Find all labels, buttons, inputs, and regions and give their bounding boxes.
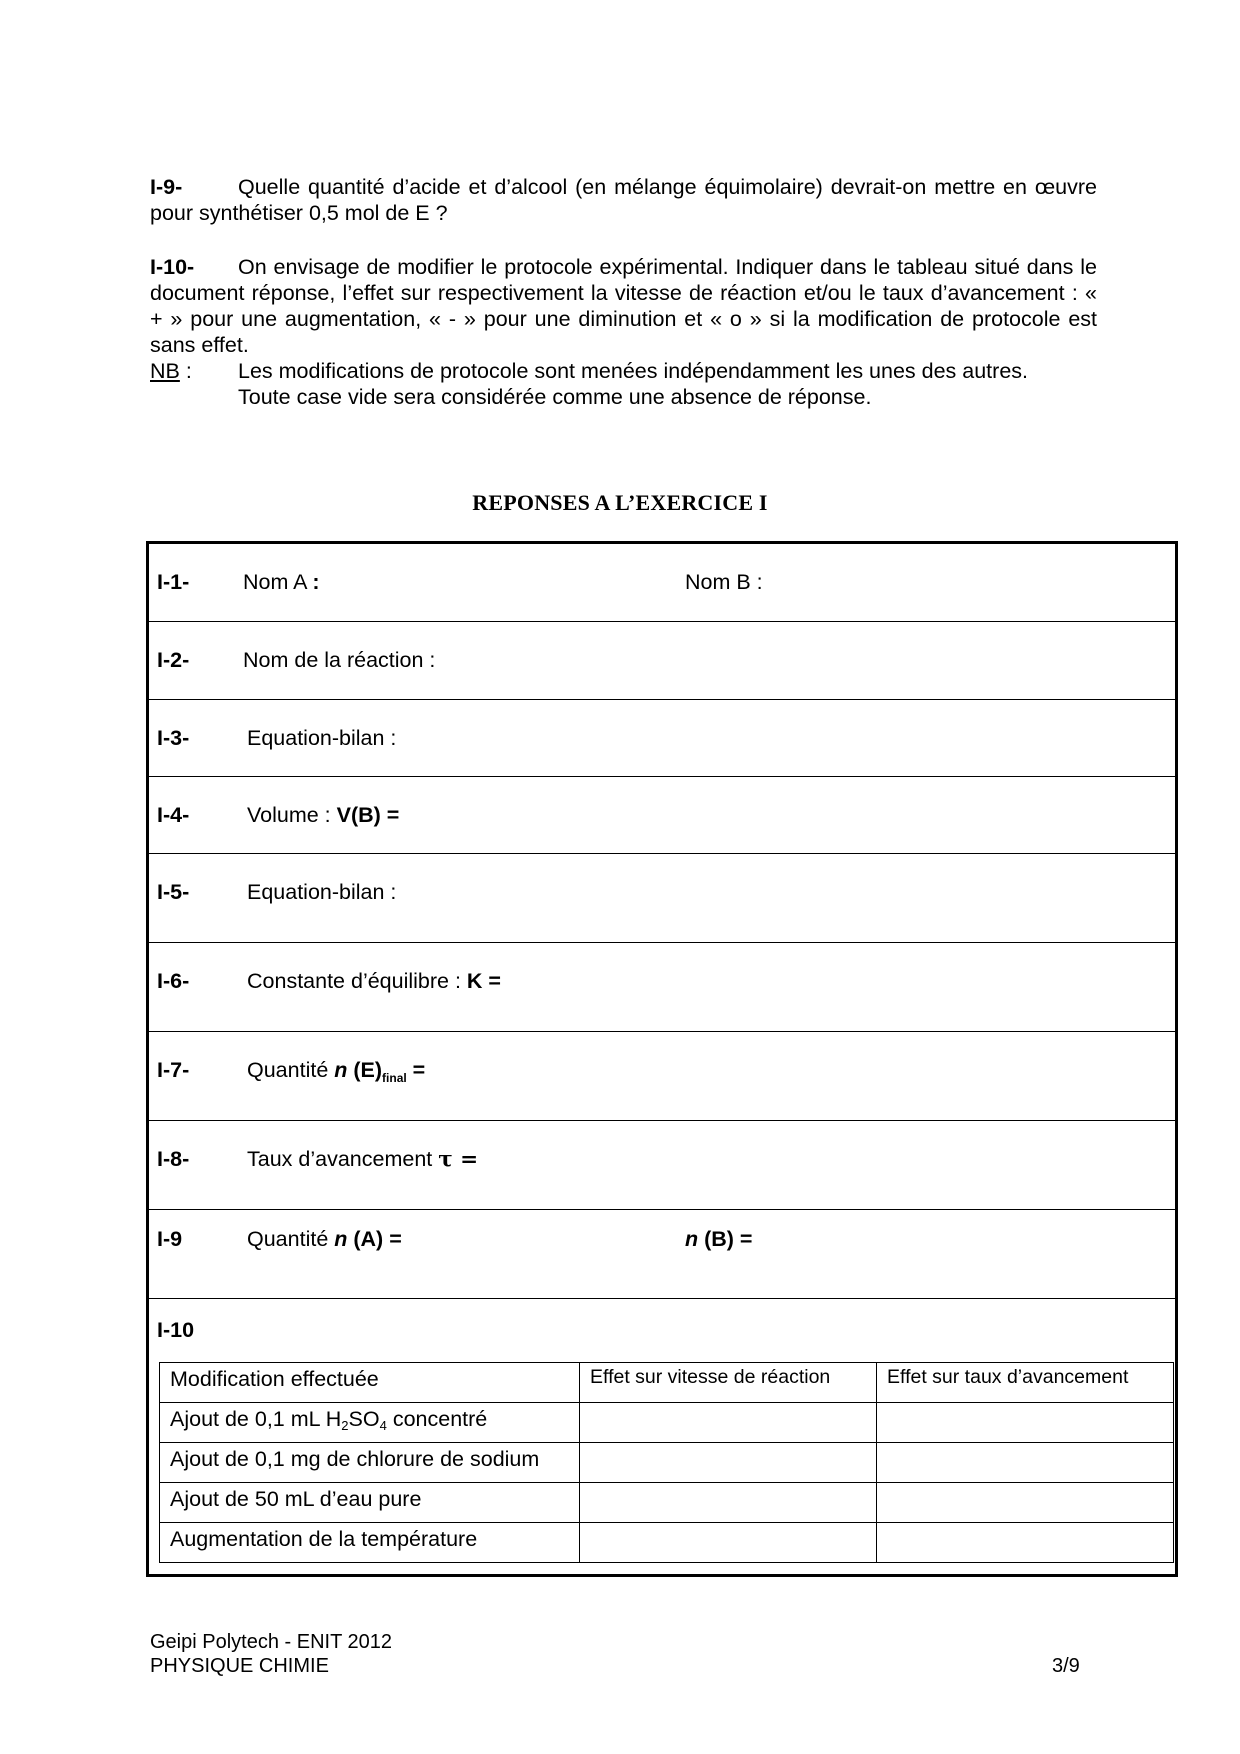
modifications-table — [159, 1362, 1174, 1563]
column-header: Effet sur taux d’avancement — [877, 1363, 1174, 1403]
answer-label: I-5- — [157, 880, 190, 904]
answer-label: I-10 — [157, 1318, 195, 1342]
question-number: I-9- — [150, 175, 183, 199]
question-i10 — [150, 254, 1097, 358]
quantity-a-label: Quantité n (A) = — [247, 1227, 402, 1251]
row-divider — [149, 853, 1175, 854]
footer-left — [150, 1630, 392, 1678]
answer-label: I-9 — [157, 1227, 183, 1251]
quantity-final-label: Quantité n $(E)_{final}$ = — [247, 1058, 426, 1085]
page-number: 3/9 — [1052, 1655, 1080, 1677]
equation-label: Equation-bilan : — [247, 880, 397, 904]
footer-line-2: PHYSIQUE CHIMIE — [150, 1655, 329, 1677]
answer-label: I-4- — [157, 803, 190, 827]
nb-line-1: Les modifications de protocole sont menées indépendamment les unes des autres. — [238, 359, 1028, 383]
nb-separator: : — [179, 359, 192, 383]
section-title: REPONSES A L’EXERCICE I — [472, 490, 768, 515]
question-i9 — [150, 174, 1097, 226]
column-header: Modification effectuée — [160, 1363, 580, 1403]
table-row — [160, 1523, 1174, 1563]
modification-cell: Ajout de 0,1 mg de chlorure de sodium — [160, 1443, 580, 1483]
question-text: On envisage de modifier le protocole expérimental. Indiquer dans le tableau situé dans le document réponse, l’effet sur respectivement la vitesse de réaction et/ou le taux d’avancement : « + » pour une augmentation, « - » pour une diminution et « o » si la modification de protocole est sans effet. — [150, 255, 1097, 357]
modification-cell: Augmentation de la température — [160, 1523, 580, 1563]
table-row — [160, 1443, 1174, 1483]
answer-label: I-7- — [157, 1058, 190, 1082]
volume-label: Volume : V(B) = — [247, 803, 400, 827]
speed-effect-cell[interactable] — [580, 1523, 877, 1563]
speed-effect-cell[interactable] — [580, 1403, 877, 1443]
equilibrium-constant-label: Constante d’équilibre : K = — [247, 969, 501, 993]
row-divider — [149, 1031, 1175, 1032]
row-divider — [149, 1209, 1175, 1210]
answer-label: I-2- — [157, 648, 190, 672]
nb-line-2: Toute case vide sera considérée comme une absence de réponse. — [238, 385, 872, 409]
modification-cell: Ajout de 0,1 mL $H_2SO_4$ concentré — [160, 1403, 580, 1443]
question-text: Quelle quantité d’acide et d’alcool (en mélange équimolaire) devrait-on mettre en œuvre pour synthétiser 0,5 mol de E ? — [150, 175, 1097, 225]
row-divider — [149, 1298, 1175, 1299]
nom-a-label: Nom A : — [243, 570, 320, 594]
progress-effect-cell[interactable] — [877, 1523, 1174, 1563]
row-divider — [149, 699, 1175, 700]
nom-b-label: Nom B : — [685, 570, 763, 594]
speed-effect-cell[interactable] — [580, 1483, 877, 1523]
table-row — [160, 1483, 1174, 1523]
speed-effect-cell[interactable] — [580, 1443, 877, 1483]
row-divider — [149, 942, 1175, 943]
progress-effect-cell[interactable] — [877, 1443, 1174, 1483]
answer-label: I-8- — [157, 1147, 190, 1171]
row-divider — [149, 1120, 1175, 1121]
footer-line-1: Geipi Polytech - ENIT 2012 — [150, 1631, 392, 1653]
answer-label: I-1- — [157, 570, 190, 594]
nb-label: NB — [150, 359, 180, 383]
modification-cell: Ajout de 50 mL d’eau pure — [160, 1483, 580, 1523]
quantity-b-label: n (B) = — [685, 1227, 753, 1251]
nb-note — [150, 358, 1097, 410]
answer-label: I-3- — [157, 726, 190, 750]
progress-rate-label: Taux d’avancement τ = — [247, 1147, 479, 1172]
question-number: I-10- — [150, 255, 195, 279]
progress-effect-cell[interactable] — [877, 1403, 1174, 1443]
column-header: Effet sur vitesse de réaction — [580, 1363, 877, 1403]
table-row — [160, 1403, 1174, 1443]
equation-label: Equation-bilan : — [247, 726, 397, 750]
row-divider — [149, 776, 1175, 777]
row-divider — [149, 621, 1175, 622]
reaction-name-label: Nom de la réaction : — [243, 648, 436, 672]
answer-label: I-6- — [157, 969, 190, 993]
progress-effect-cell[interactable] — [877, 1483, 1174, 1523]
table-header-row — [160, 1363, 1174, 1403]
answer-box — [146, 541, 1178, 1577]
